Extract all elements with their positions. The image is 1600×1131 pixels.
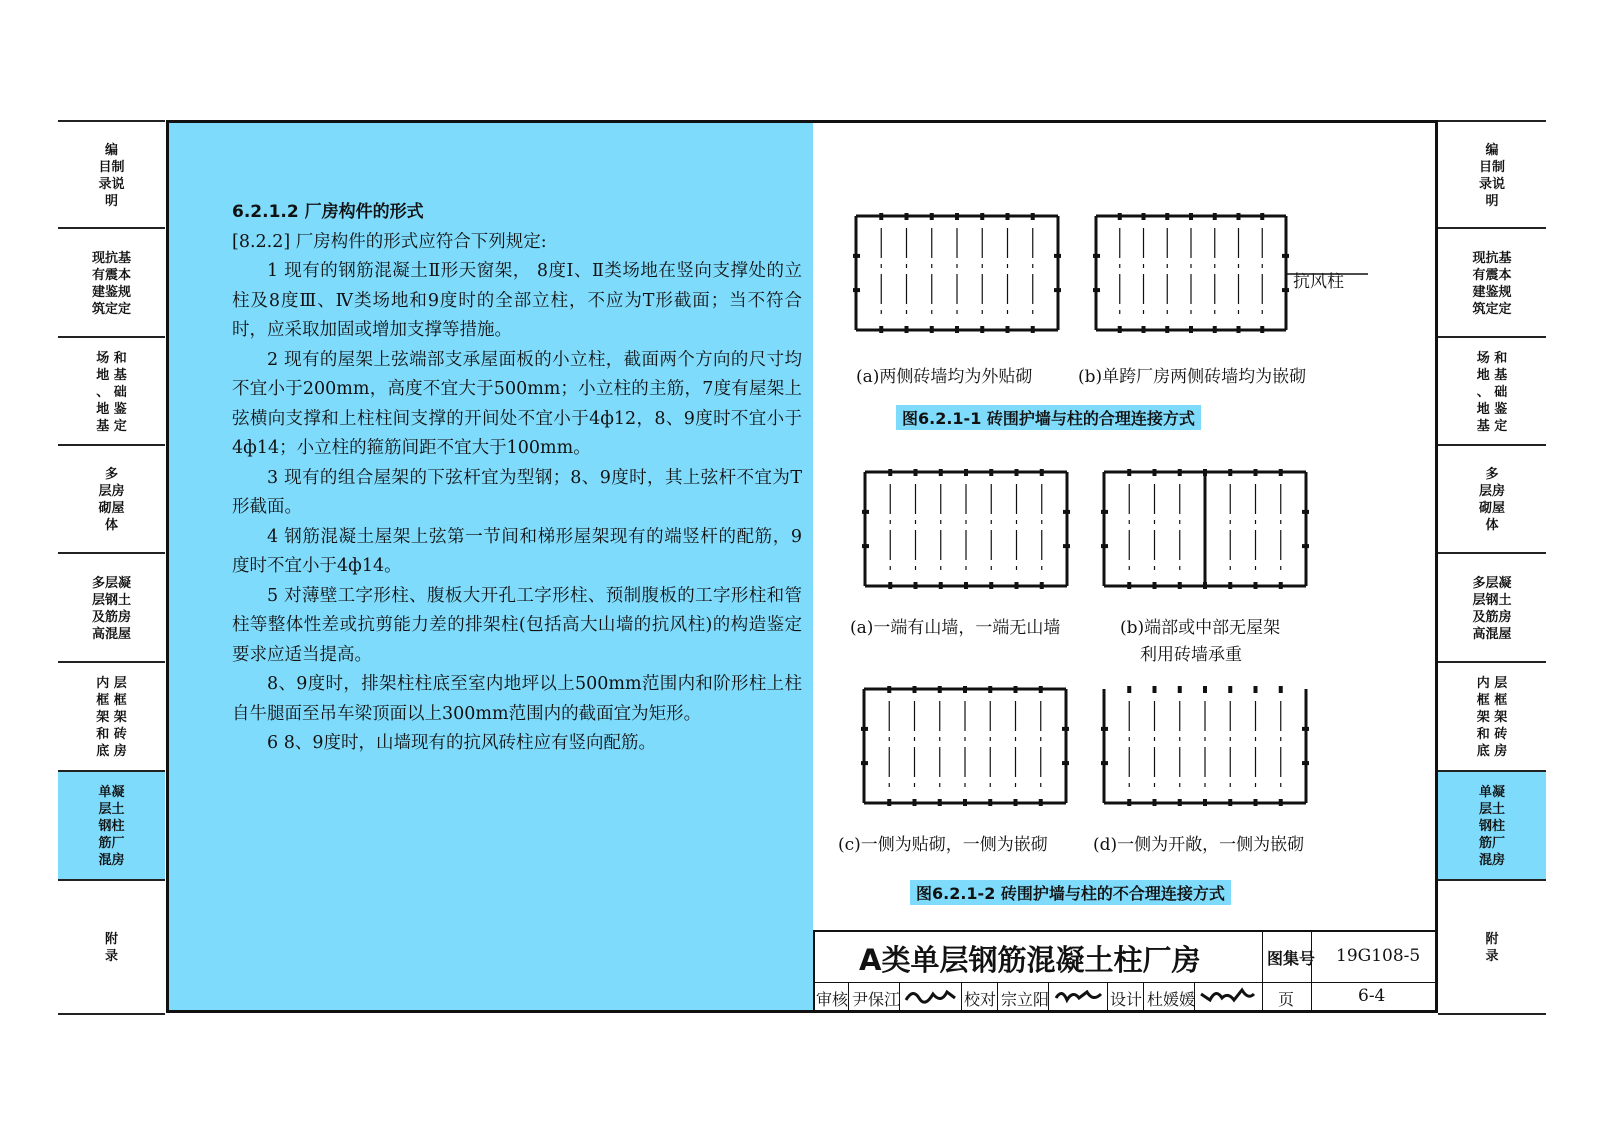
wind-column-label: 抗风柱 [1293, 272, 1344, 292]
column-mark [1282, 254, 1289, 258]
column-mark [1254, 686, 1258, 693]
section-tab-label: 单凝 层土 钢柱 筋厂 混房 [1478, 785, 1505, 868]
section-tab-right-2[interactable] [1438, 227, 1546, 338]
column-mark [879, 213, 883, 220]
section-tab-label: 多 层房 砌屋 体 [1478, 467, 1505, 533]
designer-name: 杜媛媛 [1147, 990, 1196, 1009]
column-mark [1178, 799, 1182, 806]
column-mark [1165, 213, 1169, 220]
column-mark [1093, 254, 1100, 258]
checker-signature [1053, 984, 1105, 1008]
reviewer-name: 尹保江 [852, 990, 901, 1009]
clause-1: 1 现有的钢筋混凝土Ⅱ形天窗架， 8度Ⅰ、Ⅱ类场地在竖向支撑处的立柱及8度Ⅲ、Ⅳ类场地和9度时的全部立柱，不应为T形截面；当不符合时，应采取加固或增加支撑等措施。 [232, 261, 802, 340]
section-tab-label: 单凝 层土 钢柱 筋厂 混房 [98, 785, 125, 868]
section-tab-left-6[interactable] [58, 661, 165, 772]
clause-6: 6 8、9度时，山墙现有的抗风砖柱应有竖向配筋。 [267, 733, 656, 753]
column-mark [980, 213, 984, 220]
fig1-caption-a: (a)两侧砖墙均为外贴砌 [856, 367, 1033, 387]
column-mark [1063, 510, 1070, 514]
column-mark [888, 469, 892, 476]
column-mark [963, 799, 967, 806]
column-mark [1006, 213, 1010, 220]
atlas-number: 19G108-5 [1336, 946, 1421, 966]
section-tab-left-4[interactable] [58, 444, 165, 554]
column-mark [1254, 582, 1258, 589]
section-tab-label: 内 层 框 框 架 架 和 砖 底 房 [1476, 676, 1508, 759]
column-mark [1165, 326, 1169, 333]
column-mark [914, 469, 918, 476]
column-mark [887, 686, 891, 693]
page-label: 页 [1278, 990, 1295, 1009]
column-mark [1054, 288, 1061, 292]
column-mark [862, 510, 869, 514]
column-mark [1006, 326, 1010, 333]
plan-diagram-2a [861, 468, 1071, 590]
plan-diagram-2d [1100, 685, 1310, 807]
fig2-caption-a: (a)一端有山墙，一端无山墙 [850, 618, 1061, 638]
review-label: 审核 [816, 990, 849, 1009]
section-tab-right-8[interactable] [1438, 879, 1546, 1015]
column-mark [988, 686, 992, 693]
column-mark [1014, 686, 1018, 693]
section-tab-label: 内 层 框 框 架 架 和 砖 底 房 [96, 676, 127, 759]
plan-diagram-2b [1100, 468, 1310, 590]
clause-5-note: 8、9度时，排架柱柱底至室内地坪以上500mm范围内和阶形柱上柱自牛腿面至吊车梁顶面以上300mm范围内的截面宜为矩形。 [232, 674, 802, 724]
column-mark [938, 686, 942, 693]
column-mark [1040, 582, 1044, 589]
column-mark [988, 799, 992, 806]
section-tab-left-1[interactable] [58, 120, 165, 229]
atlas-label: 图集号 [1267, 949, 1316, 968]
clause-2: 2 现有的屋架上弦端部支承屋面板的小立柱，截面两个方向的尺寸均不宜小于200mm，高度不宜大于500mm；小立柱的主筋，7度有屋架上弦横向支撑和上柱柱间支撑的开间处不宜小于4ф12，8、9度时不宜小于4ф14；小立柱的箍筋间距不宜大于100mm。 [232, 349, 802, 458]
column-mark [1127, 469, 1131, 476]
section-intro: [8.2.2] 厂房构件的形式应符合下列规定: [232, 231, 547, 252]
column-mark [1118, 326, 1122, 333]
column-mark [1118, 213, 1122, 220]
column-mark [1228, 582, 1232, 589]
column-mark [1282, 288, 1289, 292]
section-tab-label: 编 目制 录说 明 [1478, 142, 1505, 209]
section-tab-label: 现抗基 有震本 建鉴规 筑定定 [1472, 250, 1512, 317]
column-mark [989, 469, 993, 476]
column-mark [1153, 799, 1157, 806]
column-mark [1178, 686, 1182, 693]
column-mark [888, 582, 892, 589]
column-mark [930, 326, 934, 333]
column-mark [1228, 686, 1232, 693]
column-mark [955, 213, 959, 220]
section-tab-left-3[interactable] [58, 336, 165, 446]
column-mark [1203, 799, 1207, 806]
column-mark [1189, 326, 1193, 333]
column-mark [1063, 544, 1070, 548]
column-mark [1039, 799, 1043, 806]
fig1-caption-b: (b)单跨厂房两侧砖墙均为嵌砌 [1078, 367, 1307, 387]
section-tab-left-5[interactable] [58, 552, 165, 663]
column-mark [1039, 686, 1043, 693]
column-mark [1062, 761, 1069, 765]
section-tab-label: 附 录 [104, 932, 118, 964]
section-tab-right-7[interactable] [1438, 770, 1546, 881]
section-tab-left-2[interactable] [58, 227, 165, 338]
column-mark [1302, 510, 1309, 514]
column-mark [963, 686, 967, 693]
section-tab-right-5[interactable] [1438, 552, 1546, 663]
design-label: 设计 [1110, 990, 1143, 1009]
column-mark [1213, 213, 1217, 220]
title-block [813, 930, 1435, 1010]
section-tab-label: 场 和 地 基 、 础 地 鉴 基 定 [1476, 350, 1508, 434]
column-mark [1015, 582, 1019, 589]
section-tab-right-4[interactable] [1438, 444, 1546, 554]
fig1-title: 图6.2.1-1 砖围护墙与柱的合理连接方式 [896, 405, 1201, 430]
section-tab-label: 多 层房 砌屋 体 [98, 467, 125, 533]
column-mark [861, 727, 868, 731]
section-tab-left-8[interactable] [58, 879, 165, 1015]
fig2-title: 图6.2.1-2 砖围护墙与柱的不合理连接方式 [910, 880, 1231, 905]
section-heading: 6.2.1.2 厂房构件的形式 [232, 202, 424, 222]
column-mark [1101, 544, 1108, 548]
section-tab-label: 附 录 [1485, 932, 1499, 964]
section-tab-label: 场 和 地 基 、 础 地 鉴 基 定 [96, 350, 127, 434]
column-mark [1260, 213, 1264, 220]
column-mark [1302, 761, 1309, 765]
column-mark [1015, 469, 1019, 476]
clause-3: 3 现有的组合屋架的下弦杆宜为型钢；8、9度时，其上弦杆不宜为T形截面。 [232, 467, 802, 517]
column-mark [1031, 326, 1035, 333]
column-mark [861, 761, 868, 765]
column-mark [853, 254, 860, 258]
column-mark [1279, 469, 1283, 476]
section-tab-label: 编 目制 录说 明 [98, 142, 125, 209]
column-mark [964, 469, 968, 476]
section-tab-right-1[interactable] [1438, 120, 1546, 229]
column-mark [1213, 326, 1217, 333]
column-mark [980, 326, 984, 333]
column-mark [1228, 469, 1232, 476]
column-mark [1040, 469, 1044, 476]
reviewer-signature [903, 984, 959, 1008]
column-mark [1237, 326, 1241, 333]
column-mark [914, 582, 918, 589]
column-mark [1178, 469, 1182, 476]
column-mark [1142, 213, 1146, 220]
column-mark [1127, 799, 1131, 806]
section-tab-right-3[interactable] [1438, 336, 1546, 446]
column-mark [1279, 582, 1283, 589]
column-mark [1279, 686, 1283, 693]
section-tab-label: 多层凝 层钢土 及筋房 高混屋 [91, 575, 131, 642]
column-mark [1153, 686, 1157, 693]
column-mark [1031, 213, 1035, 220]
column-mark [1302, 544, 1309, 548]
column-mark [1142, 326, 1146, 333]
column-mark [1302, 727, 1309, 731]
column-mark [1260, 326, 1264, 333]
drawing-title: A类单层钢筋混凝土柱厂房 [859, 943, 1201, 977]
plan-diagram-1a [852, 212, 1062, 334]
column-mark [1153, 469, 1157, 476]
column-mark [1101, 761, 1108, 765]
column-mark [955, 326, 959, 333]
column-mark [1127, 582, 1131, 589]
column-mark [1178, 582, 1182, 589]
column-mark [1127, 686, 1131, 693]
section-tab-label: 多层凝 层钢土 及筋房 高混屋 [1472, 575, 1512, 642]
fig2-caption-d: (d)一侧为开敞，一侧为嵌砌 [1093, 835, 1305, 855]
fig2-caption-b-line1: (b)端部或中部无屋架 [1120, 618, 1281, 638]
column-mark [1203, 582, 1207, 589]
designer-signature [1198, 984, 1258, 1008]
plan-diagram-2c [860, 685, 1070, 807]
column-mark [930, 213, 934, 220]
clause-5: 5 对薄壁工字形柱、腹板大开孔工字形柱、预制腹板的工字形柱和管柱等整体性差或抗剪能力差的排架柱(包括高大山墙的抗风柱)的构造鉴定要求应适当提高。 [232, 585, 802, 665]
column-mark [887, 799, 891, 806]
fig2-caption-b-line2: 利用砖墙承重 [1140, 645, 1242, 665]
section-tab-left-7[interactable] [58, 770, 165, 881]
column-mark [905, 326, 909, 333]
fig2-caption-c: (c)一侧为贴砌，一侧为嵌砌 [838, 835, 1048, 855]
section-tab-right-6[interactable] [1438, 661, 1546, 772]
column-mark [939, 582, 943, 589]
column-mark [1203, 469, 1207, 476]
column-mark [938, 799, 942, 806]
checker-name: 宗立阳 [1001, 990, 1050, 1009]
column-mark [989, 582, 993, 589]
column-mark [1279, 799, 1283, 806]
page-number: 6-4 [1358, 986, 1386, 1006]
column-mark [913, 799, 917, 806]
column-mark [1203, 686, 1207, 693]
section-tab-label: 现抗基 有震本 建鉴规 筑定定 [91, 250, 131, 317]
column-mark [1093, 288, 1100, 292]
column-mark [1101, 510, 1108, 514]
column-mark [905, 213, 909, 220]
column-mark [1101, 727, 1108, 731]
column-mark [1062, 727, 1069, 731]
column-mark [879, 326, 883, 333]
column-mark [1254, 799, 1258, 806]
column-mark [1254, 469, 1258, 476]
check-label: 校对 [964, 990, 997, 1009]
column-mark [964, 582, 968, 589]
spec-text [232, 198, 802, 759]
column-mark [1153, 582, 1157, 589]
column-mark [1054, 254, 1061, 258]
clause-4: 4 钢筋混凝土屋架上弦第一节间和梯形屋架现有的端竖杆的配筋，9度时不宜小于4ф14。 [232, 526, 802, 576]
column-mark [1189, 213, 1193, 220]
column-mark [853, 288, 860, 292]
column-mark [913, 686, 917, 693]
column-mark [939, 469, 943, 476]
column-mark [1228, 799, 1232, 806]
column-mark [1237, 213, 1241, 220]
column-mark [1014, 799, 1018, 806]
column-mark [862, 544, 869, 548]
